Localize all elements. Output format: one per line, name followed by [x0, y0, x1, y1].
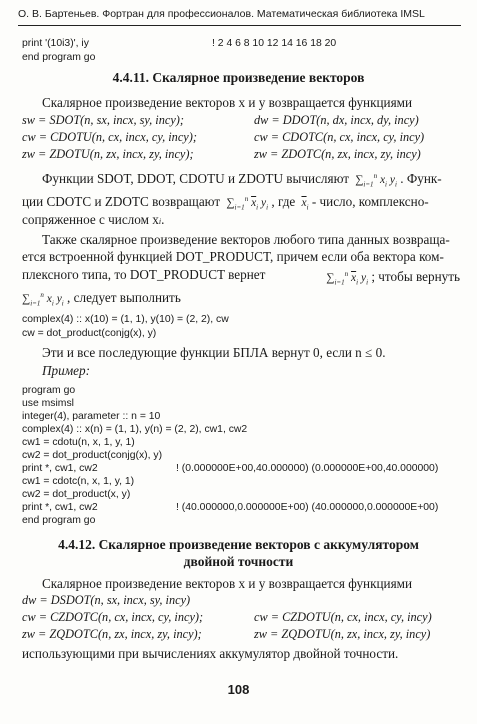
code-line: print *, cw1, cw2 — [22, 463, 98, 474]
code-line: complex(4) :: x(n) = (1, 1), y(n) = (2, 2), cw1, cw2 — [22, 424, 248, 435]
example-label: Пример: — [42, 363, 90, 378]
text: Функции SDOT, DDOT, CDOTU и ZDOTU вычисляют — [42, 170, 350, 186]
formula-right: zw = ZDOTC(n, zx, incx, zy, incy) — [254, 147, 421, 161]
paragraph-line: Скалярное произведение векторов x и y возвращается функциями — [42, 95, 413, 110]
code-comment: ! (40.000000,0.000000E+00) (40.000000,0.000000E+00) — [176, 502, 439, 513]
page-number: 108 — [227, 682, 250, 697]
conjugate-symbol: $\overline{x}_i$ — [301, 196, 309, 212]
code-line: cw = dot_product(conjg(x), y) — [22, 328, 157, 339]
section-heading: двойной точности — [183, 554, 294, 569]
paragraph-line: использующими при вычислениях аккумулятор двойной точности. — [22, 646, 399, 661]
formula-right: zw = ZQDOTU(n, zx, incx, zy, incy) — [254, 627, 431, 641]
code-comment: ! (0.000000E+00,40.000000) (0.000000E+00,40.000000) — [176, 463, 439, 474]
section-heading: 4.4.11. Скалярное произведение векторов — [112, 70, 365, 85]
text: плексного типа, то DOT_PRODUCT вернет — [22, 267, 266, 282]
formula-right: cw = CZDOTU(n, cx, incx, cy, incy) — [254, 610, 432, 624]
code-comment: ! 2 4 6 8 10 12 14 16 18 20 — [212, 38, 337, 49]
paragraph-line — [42, 168, 442, 193]
code-line: end program go — [22, 52, 96, 63]
code-line: cw2 = dot_product(x, y) — [22, 489, 131, 500]
formula-left: sw = SDOT(n, sx, incx, sy, incy); — [22, 113, 184, 127]
formula-left: cw = CZDOTC(n, cx, incx, cy, incy); — [22, 610, 204, 624]
text: . Функ- — [400, 170, 442, 186]
sum-formula: $\sum_{i=1}^n$ $x_i$ $y_i$ — [352, 172, 397, 189]
formula-right: cw = CDOTC(n, cx, incx, cy, incy) — [254, 130, 425, 144]
code-line: end program go — [22, 515, 96, 526]
text: , где — [271, 193, 296, 209]
formula-left: zw = ZQDOTC(n, zx, incx, zy, incy); — [22, 627, 202, 641]
formula-left: dw = DSDOT(n, sx, incx, sy, incy) — [22, 593, 191, 607]
text: , следует выполнить — [67, 289, 181, 305]
code-line: print *, cw1, cw2 — [22, 502, 98, 513]
text: ции CDOTC и ZDOTC возвращают — [22, 193, 221, 209]
paragraph-line: Скалярное произведение векторов x и y возвращается функциями — [42, 576, 413, 591]
paragraph-line: Также скалярное произведение векторов любого типа данных возвраща- — [42, 232, 450, 247]
code-line: integer(4), parameter :: n = 10 — [22, 411, 161, 422]
code-line: cw1 = cdotu(n, x, 1, y, 1) — [22, 437, 135, 448]
sum-formula: $\sum_{i=1}^n$ $\overline{x}_i$ $y_i$ — [326, 270, 369, 287]
code-line: program go — [22, 385, 76, 396]
formula-left: zw = ZDOTU(n, zx, incx, zy, incy); — [22, 147, 194, 161]
sum-formula: $\sum_{i=1}^n$ $\overline{x}_i$ $y_i$ — [223, 195, 269, 212]
text: сопряженное с числом x — [22, 212, 159, 227]
paragraph-line: Эти и все последующие функции БПЛА вернут 0, если n ≤ 0. — [42, 345, 386, 360]
formula-left: cw = CDOTU(n, cx, incx, cy, incy); — [22, 130, 197, 144]
sum-formula: $\sum_{i=1}^n$ $x_i$ $y_i$ — [22, 291, 64, 308]
paragraph-line — [22, 287, 181, 312]
code-line: complex(4) :: x(10) = (1, 1), y(10) = (2, 2), cw — [22, 314, 229, 325]
text: - число, комплексно- — [311, 193, 429, 209]
running-head-rule — [18, 25, 461, 26]
section-heading: 4.4.12. Скалярное произведение векторов с аккумулятором — [58, 537, 419, 552]
code-line: use msimsl — [22, 398, 74, 409]
code-line: cw2 = dot_product(conjg(x), y) — [22, 450, 163, 461]
code-line: print '(10i3)', iy — [22, 38, 89, 49]
running-head: О. В. Бартеньев. Фортран для профессионалов. Математическая библиотека IMSL — [18, 8, 425, 20]
code-line: cw1 = cdotc(n, x, 1, y, 1) — [22, 476, 135, 487]
formula-right: dw = DDOT(n, dx, incx, dy, incy) — [254, 113, 419, 127]
paragraph-line: сопряженное с числом xi. — [22, 212, 165, 227]
paragraph-line: ется встроенной функцией DOT_PRODUCT, причем если оба вектора ком- — [22, 249, 444, 264]
text: ; чтобы вернуть — [371, 268, 460, 284]
